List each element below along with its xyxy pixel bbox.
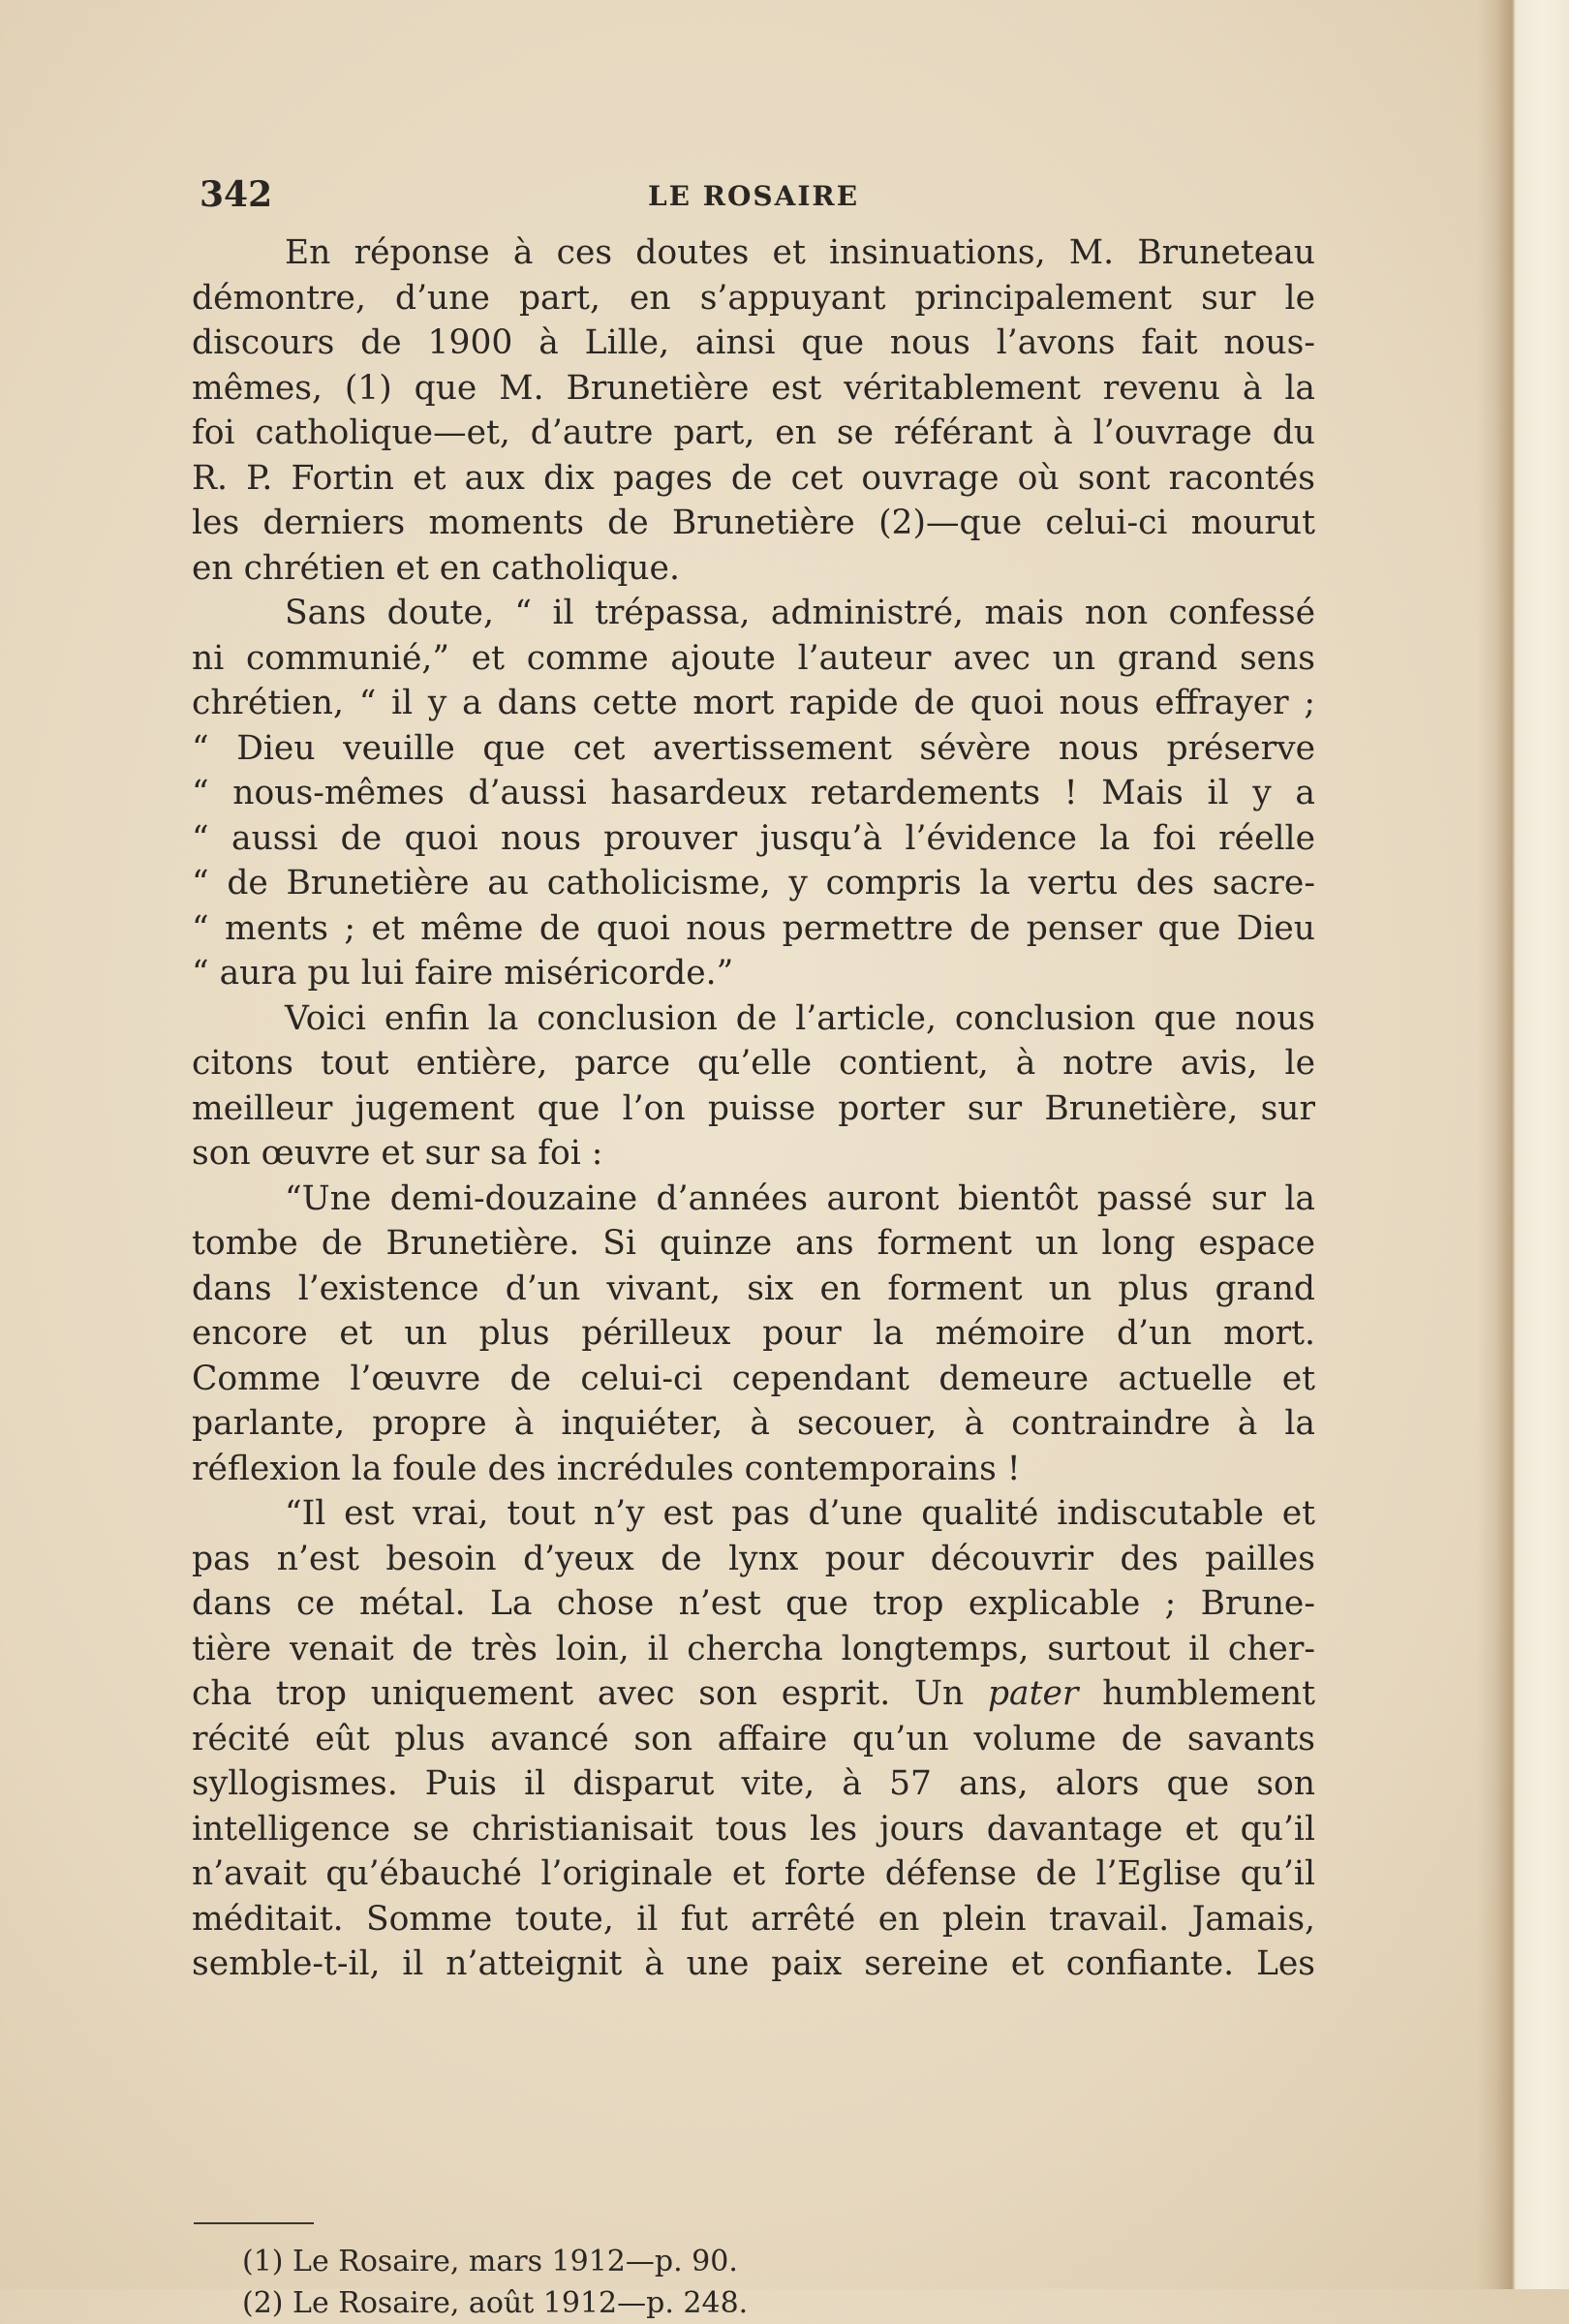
- footnotes: [242, 2241, 748, 2324]
- text-line: “ nous-mêmes d’aussi hasardeux retardements ! Mais il y a: [192, 774, 1315, 812]
- text-line: méditait. Somme toute, il fut arrêté en plein travail. Jamais,: [192, 1899, 1315, 1939]
- text-line: tombe de Brunetière. Si quinze ans forment un long espace: [192, 1224, 1315, 1263]
- text-line: démontre, d’une part, en s’appuyant principalement sur le: [192, 278, 1315, 318]
- body-text: [192, 230, 1315, 1987]
- text-line: “ aura pu lui faire miséricorde.”: [192, 954, 734, 993]
- text-line: Voici enfin la conclusion de l’article, conclusion que nous: [285, 998, 1315, 1038]
- text-line: “ Dieu veuille que cet avertissement sévère nous préserve: [192, 728, 1315, 768]
- text-line: meilleur jugement que l’on puisse porter sur Brunetière, sur: [192, 1088, 1315, 1128]
- text-line: pas n’est besoin d’yeux de lynx pour découvrir des pailles: [192, 1539, 1315, 1578]
- text-line: “Une demi-douzaine d’années auront bientôt passé sur la: [285, 1178, 1315, 1218]
- text-line: “ de Brunetière au catholicisme, y compris la vertu des sacre-: [192, 864, 1315, 902]
- footnote: (2) Le Rosaire, août 1912—p. 248.: [242, 2286, 749, 2320]
- text-line: réflexion la foule des incrédules contemporains !: [192, 1449, 1021, 1488]
- text-line: Comme l’œuvre de celui-ci cependant demeure actuelle et: [192, 1359, 1315, 1398]
- text-line: son œuvre et sur sa foi :: [192, 1134, 603, 1173]
- text-fragment: humblement: [1102, 1674, 1316, 1713]
- text-line: encore et un plus périlleux pour la mémoire d’un mort.: [192, 1314, 1315, 1353]
- page-header: [192, 174, 1315, 219]
- text-line: Sans doute, “ il trépassa, administré, mais non confessé: [285, 594, 1315, 632]
- text-line: syllogismes. Puis il disparut vite, à 57 ans, alors que son: [192, 1764, 1315, 1803]
- text-line: foi catholique—et, d’autre part, en se référant à l’ouvrage du: [192, 413, 1315, 452]
- text-line: n’avait qu’ébauché l’originale et forte défense de l’Eglise qu’il: [192, 1854, 1315, 1893]
- text-line: chrétien, “ il y a dans cette mort rapide de quoi nous effrayer ;: [192, 684, 1315, 722]
- text-line: semble-t-il, il n’atteignit à une paix sereine et confiante. Les: [192, 1944, 1315, 1983]
- text-line: “ aussi de quoi nous prouver jusqu’à l’évidence la foi réelle: [192, 818, 1315, 858]
- text-line: les derniers moments de Brunetière (2)—que celui-ci mourut: [192, 504, 1315, 542]
- text-line: R. P. Fortin et aux dix pages de cet ouvrage où sont racontés: [192, 458, 1315, 498]
- italic-word: pater: [987, 1674, 1079, 1713]
- page-number: 342: [200, 174, 273, 215]
- book-page: [192, 174, 1316, 2320]
- text-line: parlante, propre à inquiéter, à secouer, à contraindre à la: [192, 1404, 1315, 1443]
- text-line: “Il est vrai, tout n’y est pas d’une qualité indiscutable et: [285, 1494, 1315, 1533]
- text-line: En réponse à ces doutes et insinuations, M. Bruneteau: [285, 233, 1315, 272]
- footnote: (1) Le Rosaire, mars 1912—p. 90.: [242, 2245, 738, 2278]
- text-line: discours de 1900 à Lille, ainsi que nous l’avons fait nous-: [192, 323, 1315, 362]
- footnote-rule: [194, 2222, 314, 2224]
- text-line: citons tout entière, parce qu’elle contient, à notre avis, le: [192, 1044, 1315, 1083]
- text-line: mêmes, (1) que M. Brunetière est véritablement revenu à la: [192, 368, 1315, 408]
- text-line: en chrétien et en catholique.: [192, 548, 680, 588]
- text-line: intelligence se christianisait tous les jours davantage et qu’il: [192, 1809, 1315, 1849]
- text-line: [192, 1671, 1315, 1717]
- text-fragment: cha trop uniquement avec son esprit. Un: [192, 1674, 965, 1713]
- text-line: dans ce métal. La chose n’est que trop explicable ; Brune-: [192, 1584, 1315, 1623]
- text-line: dans l’existence d’un vivant, six en forment un plus grand: [192, 1269, 1315, 1308]
- page-edge: [1477, 0, 1569, 2289]
- text-line: “ ments ; et même de quoi nous permettre de penser que Dieu: [192, 908, 1315, 948]
- text-line: récité eût plus avancé son affaire qu’un volume de savants: [192, 1719, 1315, 1758]
- running-head: LE ROSAIRE: [647, 180, 860, 212]
- text-line: ni communié,” et comme ajoute l’auteur avec un grand sens: [192, 638, 1315, 678]
- text-line: tière venait de très loin, il chercha longtemps, surtout il cher-: [192, 1629, 1315, 1668]
